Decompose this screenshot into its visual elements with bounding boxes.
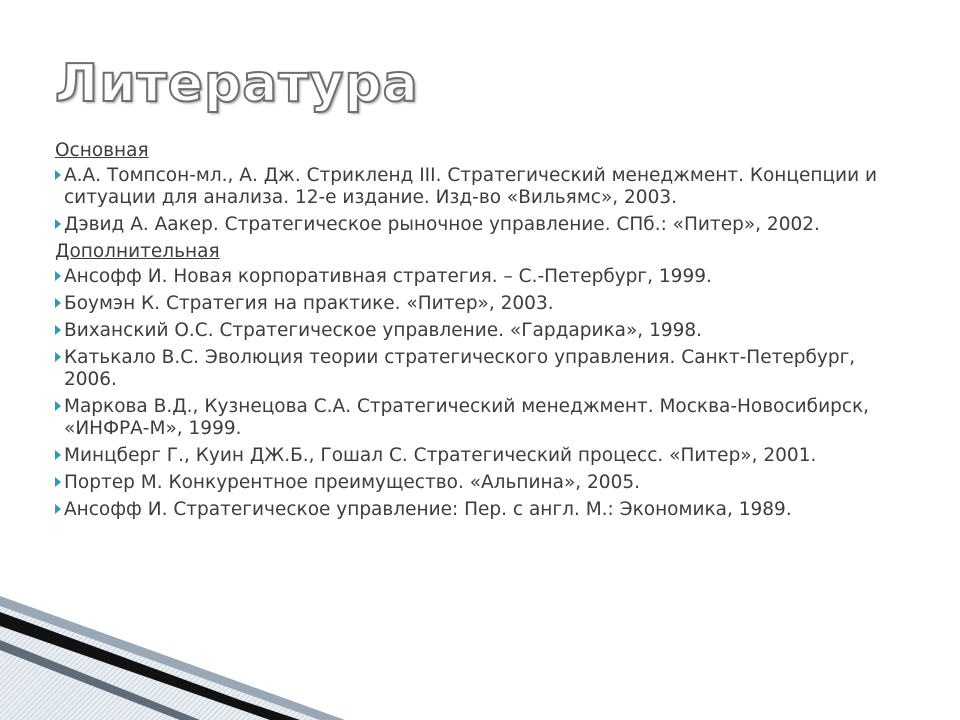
list-item xyxy=(55,347,885,391)
list-item xyxy=(55,472,885,494)
bullet-arrow-icon xyxy=(55,271,61,281)
list-item-text: Ансофф И. Новая корпоративная стратегия. – С.-Петербург, 1999. xyxy=(64,266,712,287)
list-item-text: Маркова В.Д., Кузнецова С.А. Стратегический менеджмент. Москва-Новосибирск, «ИНФРА-М», 1999. xyxy=(64,396,870,439)
section-heading-additional: Дополнительная xyxy=(55,241,220,262)
decor-hatched-band xyxy=(0,600,330,720)
bullet-arrow-icon xyxy=(55,298,61,308)
list-item xyxy=(55,266,885,288)
list-item xyxy=(55,165,885,209)
bullet-arrow-icon xyxy=(55,504,61,514)
list-item-text: Портер М. Конкурентное преимущество. «Альпина», 2005. xyxy=(64,472,641,493)
decor-thin-band xyxy=(0,640,200,720)
list-item xyxy=(55,499,885,521)
section-heading-main: Основная xyxy=(55,140,149,161)
list-item-text: А.А. Томпсон-мл., А. Дж. Стрикленд III. Стратегический менеджмент. Концепции и ситуации для анализа. 12-е издание. Изд-во «Вильямс», 2003. xyxy=(64,165,878,208)
list-item-text: Катькало В.С. Эволюция теории стратегического управления. Санкт-Петербург, 2006. xyxy=(64,347,856,390)
list-item-text: Минцберг Г., Куин ДЖ.Б., Гошал С. Стратегический процесс. «Питер», 2001. xyxy=(64,445,817,466)
list-item xyxy=(55,445,885,467)
bullet-arrow-icon xyxy=(55,450,61,460)
page-title: Литература xyxy=(55,54,419,114)
bullet-arrow-icon xyxy=(55,401,61,411)
decor-dark-band xyxy=(0,612,300,720)
bullet-arrow-icon xyxy=(55,477,61,487)
list-item-text: Виханский О.С. Стратегическое управление. «Гардарика», 1998. xyxy=(64,320,703,341)
list-item xyxy=(55,320,885,342)
references-list xyxy=(55,140,885,526)
list-item xyxy=(55,396,885,440)
bullet-arrow-icon xyxy=(55,219,61,229)
list-item xyxy=(55,293,885,315)
list-item-text: Ансофф И. Стратегическое управление: Пер. с англ. М.: Экономика, 1989. xyxy=(64,499,792,520)
list-item-text: Дэвид А. Аакер. Стратегическое рыночное управление. СПб.: «Питер», 2002. xyxy=(64,214,820,235)
bullet-arrow-icon xyxy=(55,170,61,180)
list-item-text: Боумэн К. Стратегия на практике. «Питер», 2003. xyxy=(64,293,554,314)
list-item xyxy=(55,214,885,236)
decor-light-band xyxy=(0,596,345,720)
bullet-arrow-icon xyxy=(55,325,61,335)
bullet-arrow-icon xyxy=(55,352,61,362)
